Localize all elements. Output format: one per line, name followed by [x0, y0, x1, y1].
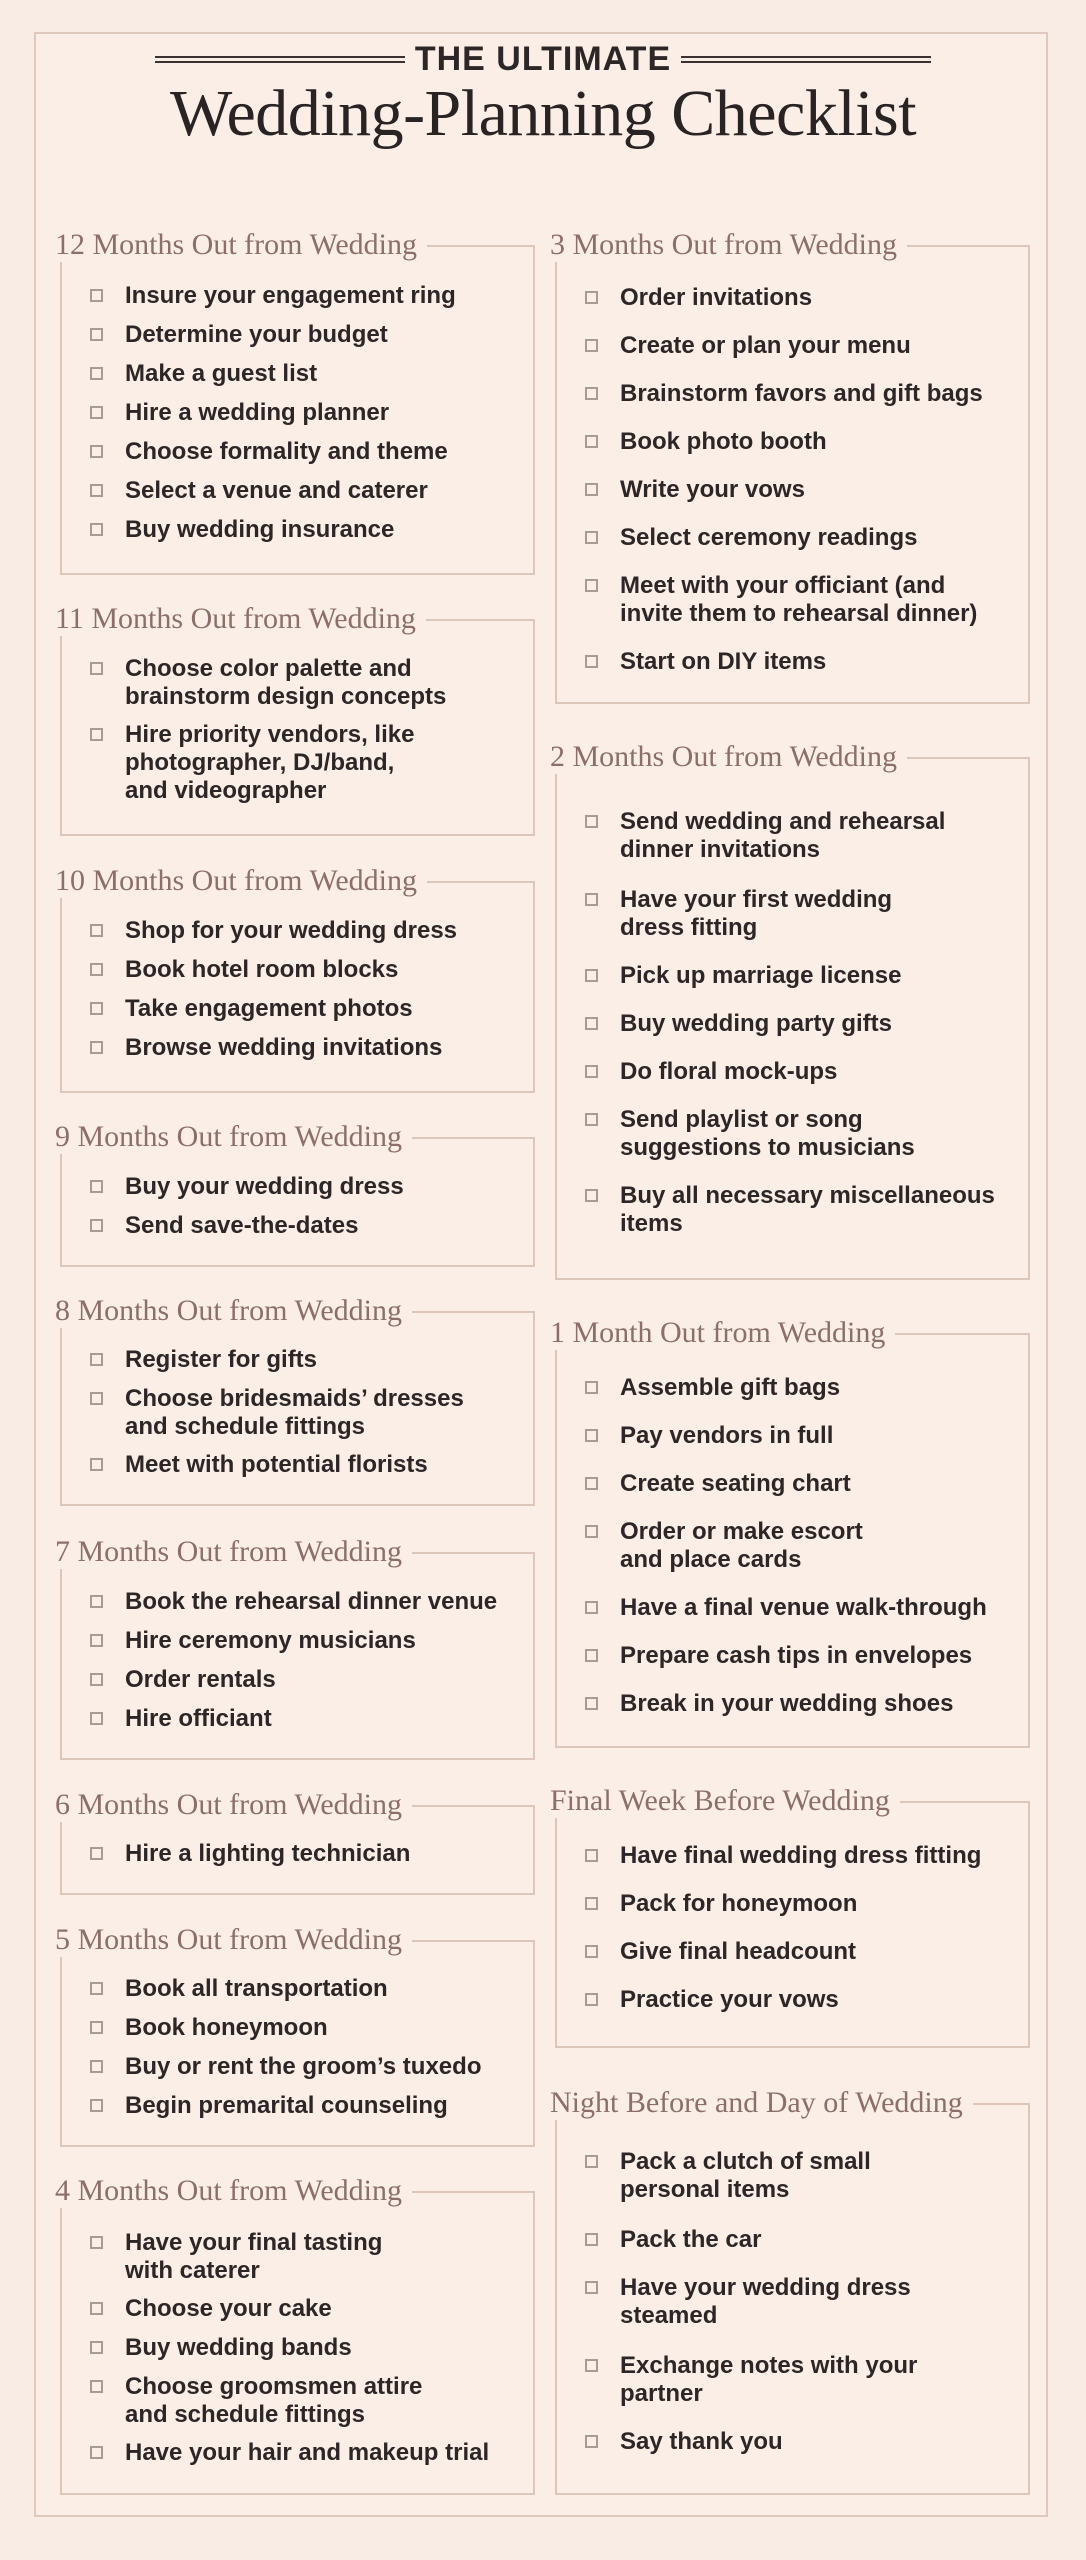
checklist-item[interactable]: [585, 808, 1005, 864]
checklist-item[interactable]: [585, 1106, 1005, 1162]
section-title: 2 Months Out from Wedding: [550, 740, 907, 774]
checklist-item[interactable]: [585, 1986, 1005, 2014]
section-title: 6 Months Out from Wedding: [55, 1788, 412, 1822]
checklist-item[interactable]: [90, 1346, 510, 1374]
checkbox-icon[interactable]: [585, 1525, 598, 1538]
checkbox-icon[interactable]: [585, 483, 598, 496]
item-label: Buy wedding bands: [125, 2334, 352, 2361]
checkbox-icon[interactable]: [90, 2060, 103, 2073]
item-label: Hire officiant: [125, 1705, 272, 1732]
item-label: Hire a lighting technician: [125, 1840, 411, 1867]
item-label: Register for gifts: [125, 1346, 318, 1373]
checklist-item[interactable]: [585, 962, 1005, 990]
item-label: Pack for honeymoon: [620, 1890, 858, 1917]
item-label: Choose formality and theme: [125, 438, 448, 465]
checklist-item[interactable]: [90, 477, 510, 505]
checklist-item[interactable]: [90, 399, 510, 427]
checkbox-icon[interactable]: [90, 2099, 103, 2112]
checklist-item[interactable]: [585, 524, 1005, 552]
item-label: Shop for your wedding dress: [125, 917, 458, 944]
item-label: Select ceremony readings: [620, 524, 918, 551]
item-label: Have a final venue walk-through: [620, 1594, 987, 1621]
checklist-item[interactable]: [90, 1173, 510, 1201]
item-label: Create seating chart: [620, 1470, 851, 1497]
checkbox-icon[interactable]: [585, 655, 598, 668]
checklist-item[interactable]: [90, 655, 510, 711]
checkbox-icon[interactable]: [585, 1945, 598, 1958]
checkbox-icon[interactable]: [90, 1353, 103, 1366]
checkbox-icon[interactable]: [90, 328, 103, 341]
checklist-item[interactable]: [90, 1705, 510, 1733]
section-title: 9 Months Out from Wedding: [55, 1120, 412, 1154]
checkbox-icon[interactable]: [585, 2233, 598, 2246]
checklist-item[interactable]: [90, 1034, 510, 1062]
checklist-item[interactable]: [90, 2053, 510, 2081]
checklist-item[interactable]: [585, 2274, 1005, 2330]
checklist-item[interactable]: [585, 886, 1005, 942]
item-label: Have your final tasting with caterer: [125, 2229, 383, 2284]
section-title: 10 Months Out from Wedding: [55, 864, 427, 898]
checkbox-icon[interactable]: [585, 2155, 598, 2168]
checklist-item[interactable]: [585, 2148, 1005, 2204]
checkbox-icon[interactable]: [90, 2380, 103, 2393]
checkbox-icon[interactable]: [585, 435, 598, 448]
checklist-item[interactable]: [585, 1690, 1005, 1718]
checklist-item[interactable]: [585, 648, 1005, 676]
checklist-item[interactable]: [585, 332, 1005, 360]
checkbox-icon[interactable]: [585, 1897, 598, 1910]
item-label: Order rentals: [125, 1666, 276, 1693]
checkbox-icon[interactable]: [90, 1219, 103, 1232]
checklist-item[interactable]: [90, 1975, 510, 2003]
checklist-item[interactable]: [90, 721, 510, 805]
checkbox-icon[interactable]: [90, 2236, 103, 2249]
checklist-item[interactable]: [90, 360, 510, 388]
checkbox-icon[interactable]: [90, 1712, 103, 1725]
checkbox-icon[interactable]: [90, 2446, 103, 2459]
item-label: Select a venue and caterer: [125, 477, 428, 504]
checkbox-icon[interactable]: [585, 1697, 598, 1710]
checklist-item[interactable]: [90, 917, 510, 945]
item-label: Send wedding and rehearsal dinner invitations: [620, 808, 946, 863]
item-label: Book the rehearsal dinner venue: [125, 1588, 498, 1615]
checklist-item[interactable]: [585, 2428, 1005, 2456]
item-label: Buy wedding insurance: [125, 516, 395, 543]
checklist-item[interactable]: [585, 428, 1005, 456]
checklist-item[interactable]: [585, 1594, 1005, 1622]
checkbox-icon[interactable]: [90, 1458, 103, 1471]
checklist-item[interactable]: [90, 2295, 510, 2323]
checkbox-icon[interactable]: [585, 815, 598, 828]
section-box: [555, 245, 1030, 704]
checklist-item[interactable]: [585, 1058, 1005, 1086]
checklist-item[interactable]: [90, 2014, 510, 2042]
item-label: Choose color palette and brainstorm design concepts: [125, 655, 447, 710]
item-label: Exchange notes with your partner: [620, 2352, 918, 2407]
item-label: Write your vows: [620, 476, 805, 503]
checklist-item[interactable]: [90, 1451, 510, 1479]
item-label: Do floral mock-ups: [620, 1058, 838, 1085]
checkbox-icon[interactable]: [90, 484, 103, 497]
section-title: 11 Months Out from Wedding: [55, 602, 426, 636]
item-label: Assemble gift bags: [620, 1374, 841, 1401]
checklist-item[interactable]: [585, 2352, 1005, 2408]
checkbox-icon[interactable]: [585, 1065, 598, 1078]
section-title: 7 Months Out from Wedding: [55, 1535, 412, 1569]
header: [0, 40, 1086, 149]
checklist-item[interactable]: [585, 1470, 1005, 1498]
kicker-row: [0, 40, 1086, 79]
checklist-item[interactable]: [90, 321, 510, 349]
checklist-item[interactable]: [585, 2226, 1005, 2254]
item-label: Hire priority vendors, like photographer, DJ/band, and videographer: [125, 721, 415, 804]
item-label: Choose groomsmen attire and schedule fittings: [125, 2373, 423, 2428]
checklist-item[interactable]: [585, 476, 1005, 504]
item-label: Begin premarital counseling: [125, 2092, 448, 2119]
checkbox-icon[interactable]: [90, 367, 103, 380]
item-label: Take engagement photos: [125, 995, 413, 1022]
checkbox-icon[interactable]: [585, 1649, 598, 1662]
item-label: Book hotel room blocks: [125, 956, 399, 983]
checkbox-icon[interactable]: [585, 387, 598, 400]
item-label: Send save-the-dates: [125, 1212, 359, 1239]
page-title: Wedding-Planning Checklist: [169, 77, 917, 150]
checkbox-icon[interactable]: [585, 893, 598, 906]
checklist-item[interactable]: [90, 1588, 510, 1616]
checklist-item[interactable]: [90, 1666, 510, 1694]
checklist-item[interactable]: [585, 1422, 1005, 1450]
item-label: Buy all necessary miscellaneous items: [620, 1182, 995, 1237]
checklist-item[interactable]: [90, 282, 510, 310]
item-label: Say thank you: [620, 2428, 783, 2455]
section-title: 3 Months Out from Wedding: [550, 228, 907, 262]
checklist-item[interactable]: [585, 572, 1005, 628]
checklist-item[interactable]: [585, 284, 1005, 312]
item-label: Book all transportation: [125, 1975, 388, 2002]
checkbox-icon[interactable]: [90, 445, 103, 458]
checkbox-icon[interactable]: [90, 1595, 103, 1608]
checkbox-icon[interactable]: [90, 1180, 103, 1193]
item-label: Choose your cake: [125, 2295, 332, 2322]
checklist-item[interactable]: [585, 1182, 1005, 1238]
item-label: Create or plan your menu: [620, 332, 911, 359]
checklist-item[interactable]: [585, 1374, 1005, 1402]
item-label: Browse wedding invitations: [125, 1034, 443, 1061]
checkbox-icon[interactable]: [90, 406, 103, 419]
item-label: Pick up marriage license: [620, 962, 902, 989]
item-label: Buy or rent the groom’s tuxedo: [125, 2053, 482, 2080]
checkbox-icon[interactable]: [585, 1993, 598, 2006]
item-label: Order or make escort and place cards: [620, 1518, 863, 1573]
item-label: Pack the car: [620, 2226, 762, 2253]
checklist-item[interactable]: [90, 2439, 510, 2467]
section-title: 1 Month Out from Wedding: [550, 1316, 895, 1350]
item-label: Meet with your officiant (and invite them to rehearsal dinner): [620, 572, 978, 627]
checkbox-icon[interactable]: [90, 2302, 103, 2315]
checkbox-icon[interactable]: [90, 924, 103, 937]
item-label: Book honeymoon: [125, 2014, 328, 2041]
checkbox-icon[interactable]: [585, 1189, 598, 1202]
checkbox-icon[interactable]: [585, 1477, 598, 1490]
item-label: Break in your wedding shoes: [620, 1690, 954, 1717]
checklist-item[interactable]: [585, 1842, 1005, 1870]
checkbox-icon[interactable]: [90, 1634, 103, 1647]
item-label: Prepare cash tips in envelopes: [620, 1642, 973, 1669]
item-label: Hire a wedding planner: [125, 399, 390, 426]
item-label: Determine your budget: [125, 321, 388, 348]
checklist-item[interactable]: [585, 1890, 1005, 1918]
checkbox-icon[interactable]: [585, 2359, 598, 2372]
checklist-item[interactable]: [585, 1518, 1005, 1574]
item-label: Pay vendors in full: [620, 1422, 834, 1449]
checklist-item[interactable]: [90, 1212, 510, 1240]
checkbox-icon[interactable]: [585, 969, 598, 982]
item-label: Pack a clutch of small personal items: [620, 2148, 871, 2203]
checklist-item[interactable]: [90, 2229, 510, 2285]
checklist-item[interactable]: [90, 2373, 510, 2429]
checkbox-icon[interactable]: [90, 1041, 103, 1054]
item-label: Have final wedding dress fitting: [620, 1842, 982, 1869]
checklist-item[interactable]: [90, 1627, 510, 1655]
checklist-item[interactable]: [90, 2334, 510, 2362]
checklist-item[interactable]: [90, 956, 510, 984]
item-label: Send playlist or song suggestions to musicians: [620, 1106, 915, 1161]
checklist-item[interactable]: [585, 1010, 1005, 1038]
checkbox-icon[interactable]: [90, 2341, 103, 2354]
checkbox-icon[interactable]: [90, 1982, 103, 1995]
item-label: Hire ceremony musicians: [125, 1627, 416, 1654]
checklist-item[interactable]: [90, 1385, 510, 1441]
item-label: Have your wedding dress steamed: [620, 2274, 911, 2329]
section-title: Night Before and Day of Wedding: [550, 2086, 973, 2120]
section-title: 12 Months Out from Wedding: [55, 228, 427, 262]
item-label: Have your first wedding dress fitting: [620, 886, 893, 941]
checklist-item[interactable]: [585, 380, 1005, 408]
checkbox-icon[interactable]: [585, 1601, 598, 1614]
checkbox-icon[interactable]: [585, 579, 598, 592]
checklist-item[interactable]: [585, 1642, 1005, 1670]
item-label: Buy wedding party gifts: [620, 1010, 893, 1037]
checklist-item[interactable]: [90, 995, 510, 1023]
item-label: Book photo booth: [620, 428, 827, 455]
checklist-item[interactable]: [90, 1840, 510, 1868]
item-label: Choose bridesmaids’ dresses and schedule fittings: [125, 1385, 464, 1440]
item-label: Give final headcount: [620, 1938, 857, 1965]
section-title: 4 Months Out from Wedding: [55, 2174, 412, 2208]
checkbox-icon[interactable]: [585, 1113, 598, 1126]
item-label: Brainstorm favors and gift bags: [620, 380, 983, 407]
checkbox-icon[interactable]: [585, 2281, 598, 2294]
checkbox-icon[interactable]: [90, 963, 103, 976]
checkbox-icon[interactable]: [585, 1429, 598, 1442]
item-label: Start on DIY items: [620, 648, 827, 675]
item-label: Have your hair and makeup trial: [125, 2439, 490, 2466]
checkbox-icon[interactable]: [90, 1392, 103, 1405]
checklist-item[interactable]: [90, 516, 510, 544]
rule-left: [155, 56, 405, 63]
item-label: Practice your vows: [620, 1986, 839, 2013]
checkbox-icon[interactable]: [90, 1847, 103, 1860]
checkbox-icon[interactable]: [90, 728, 103, 741]
rule-right: [681, 56, 931, 63]
checkbox-icon[interactable]: [90, 523, 103, 536]
checkbox-icon[interactable]: [585, 339, 598, 352]
checkbox-icon[interactable]: [585, 291, 598, 304]
checkbox-icon[interactable]: [90, 2021, 103, 2034]
checkbox-icon[interactable]: [585, 1017, 598, 1030]
checkbox-icon[interactable]: [585, 531, 598, 544]
checklist-item[interactable]: [90, 438, 510, 466]
checkbox-icon[interactable]: [585, 1381, 598, 1394]
checkbox-icon[interactable]: [90, 289, 103, 302]
checkbox-icon[interactable]: [585, 2435, 598, 2448]
checkbox-icon[interactable]: [90, 1002, 103, 1015]
item-label: Order invitations: [620, 284, 813, 311]
item-label: Insure your engagement ring: [125, 282, 456, 309]
item-label: Make a guest list: [125, 360, 318, 387]
checkbox-icon[interactable]: [90, 662, 103, 675]
item-label: Buy your wedding dress: [125, 1173, 404, 1200]
item-label: Meet with potential florists: [125, 1451, 428, 1478]
checklist-item[interactable]: [585, 1938, 1005, 1966]
checkbox-icon[interactable]: [90, 1673, 103, 1686]
section-box: [60, 1137, 535, 1267]
checkbox-icon[interactable]: [585, 1849, 598, 1862]
section-title: Final Week Before Wedding: [550, 1784, 900, 1818]
checklist-item[interactable]: [90, 2092, 510, 2120]
kicker: THE ULTIMATE: [414, 40, 672, 78]
section-title: 8 Months Out from Wedding: [55, 1294, 412, 1328]
section-title: 5 Months Out from Wedding: [55, 1923, 412, 1957]
